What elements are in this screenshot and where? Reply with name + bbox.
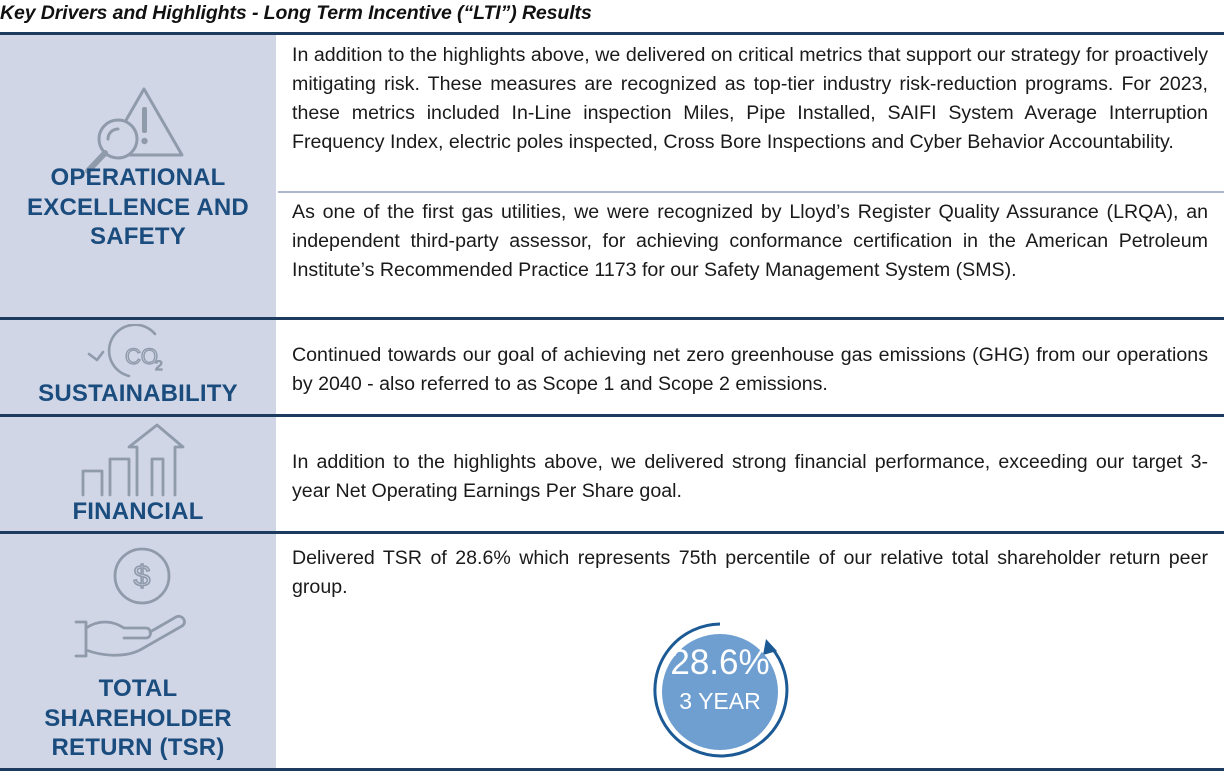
operational-paragraph-1: In addition to the highlights above, we delivered on critical metrics that support our strategy for proactively mitigating risk. These measures are recognized as top-tier industry risk-reduction programs. For 2023, these metrics included In-Line inspection Miles, Pipe Installed, SAIFI System Average Interruption Frequency Index, electric poles inspected, Cross Bore Inspections and Cyber Behavior Accountability. (292, 44, 1208, 153)
sustainability-paragraph: Continued towards our goal of achieving net zero greenhouse gas emissions (GHG) from our operations by 2040 - also referred to as Scope 1 and Scope 2 emissions. (292, 344, 1208, 395)
tsr-paragraph: Delivered TSR of 28.6% which represents 75th percentile of our relative total shareholder return peer group. (292, 547, 1208, 598)
category-label-line: RETURN (TSR) (51, 734, 225, 761)
category-label-operational (0, 163, 276, 252)
category-cell-sustainability (0, 320, 276, 414)
co2-cycle-icon (85, 324, 195, 382)
category-cell-tsr (0, 534, 276, 768)
tsr-badge-label: 3 YEAR (679, 688, 761, 714)
co2-text: CO (125, 344, 158, 369)
category-label-line: SAFETY (90, 223, 186, 250)
category-cell-financial (0, 417, 276, 531)
category-label-line: TOTAL (98, 675, 178, 702)
co2-subscript: 2 (155, 357, 163, 373)
operational-paragraph-2: As one of the first gas utilities, we were recognized by Lloyd’s Register Quality Assurance (LRQA), an independent third-party assessor, for achieving conformance certification in the American Petroleum Institute’s Recommended Practice 1173 for our Safety Management System (SMS). (292, 201, 1208, 281)
tsr-badge-value: 28.6% (670, 643, 770, 682)
tsr-badge (645, 615, 795, 765)
table-bottom-rule (0, 768, 1224, 771)
category-label-line: OPERATIONAL (50, 164, 226, 191)
inner-divider (278, 191, 1224, 193)
category-label-line: SHAREHOLDER (44, 704, 232, 732)
financial-paragraph: In addition to the highlights above, we delivered strong financial performance, exceeding our target 3-year Net Operating Earnings Per Share goal. (292, 451, 1208, 502)
category-label-financial: FINANCIAL (72, 498, 204, 525)
category-label-sustainability: SUSTAINABILITY (38, 380, 238, 407)
growth-arrow-icon (80, 423, 186, 497)
hand-dollar-coin-icon (72, 546, 192, 664)
category-cell-operational (0, 35, 276, 317)
dollar-sign: $ (133, 560, 151, 593)
page-title: Key Drivers and Highlights - Long Term Incentive (“LTI”) Results (0, 2, 592, 24)
category-label-tsr (0, 674, 276, 763)
category-label-line: EXCELLENCE AND (27, 193, 249, 221)
